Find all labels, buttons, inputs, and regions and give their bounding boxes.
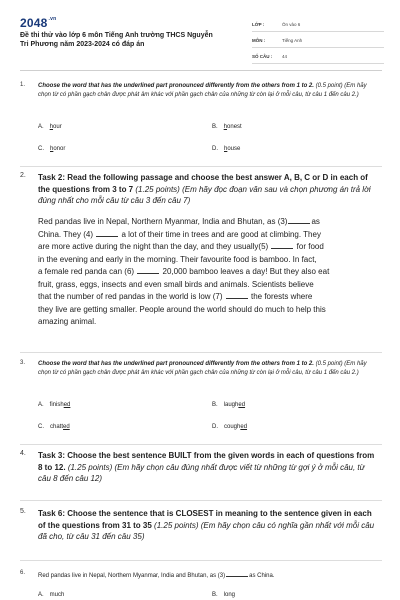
instruction-points: (1.25 points) <box>67 462 113 472</box>
passage-line <box>38 291 380 304</box>
meta-value: 44 <box>282 54 288 59</box>
question-4 <box>20 450 382 494</box>
question-number: 5. <box>20 508 26 515</box>
meta-row-count <box>252 50 384 64</box>
option-text: much <box>49 592 65 598</box>
question-text-part: as China. <box>249 573 275 579</box>
option-letter: B. <box>212 124 218 130</box>
title-line-1: Đề thi thử vào lớp 6 môn Tiếng Anh trường THCS Nguyễn <box>20 32 213 39</box>
passage-line: amazing animal. <box>38 317 97 326</box>
option-text: our <box>53 124 62 130</box>
option-letter: C. <box>38 146 44 152</box>
instruction-vietnamese: (Em hãy chọn từ có phần gạch chân được phát âm khác với phần gạch chân của những từ còn lại ở mỗi câu, từ câu 1 đến câu 2.) <box>38 83 367 98</box>
meta-label: MÔN : <box>252 38 266 43</box>
question-1 <box>20 82 382 162</box>
header-divider <box>20 70 382 71</box>
instruction-points: (0.5 point) <box>315 83 343 89</box>
meta-value: Ôn vào 6 <box>282 22 301 27</box>
answer-blank[interactable] <box>226 570 248 577</box>
question-separator <box>20 444 382 445</box>
title-line-2: Tri Phương năm 2023-2024 có đáp án <box>20 41 145 48</box>
question-separator <box>20 166 382 167</box>
option-text: laugh <box>223 402 239 408</box>
option-text: long <box>223 592 236 598</box>
passage-text: a female red panda can (6) <box>38 267 137 276</box>
question-5 <box>20 508 382 552</box>
option-a[interactable] <box>38 592 64 598</box>
answer-blank[interactable] <box>96 230 118 237</box>
instruction-bold: Task 3: Choose the best sentence BUILT from the given words in each of questions from 8 to 12. <box>38 451 375 472</box>
option-b[interactable] <box>212 592 235 598</box>
option-letter: A. <box>38 592 44 598</box>
instruction-points: (0.5 point) <box>315 361 343 367</box>
option-b[interactable] <box>212 402 245 408</box>
instruction-bold: Choose the word that has the underlined part pronounced differently from the others from 1 to 2. <box>38 361 314 367</box>
option-d[interactable] <box>212 424 247 430</box>
question-2 <box>20 172 382 348</box>
question-text-part: Red pandas live in Nepal, Northern Myanmar, India and Bhutan, as (3) <box>38 573 226 579</box>
option-underlined: ed <box>63 424 70 430</box>
question-number: 2. <box>20 172 26 179</box>
question-instruction <box>38 360 378 378</box>
answer-blank[interactable] <box>226 292 248 299</box>
option-text: onor <box>53 146 66 152</box>
option-letter: D. <box>212 424 218 430</box>
instruction-vietnamese: (Em hãy chọn câu đúng nhất được viết từ những từ gợi ý ở mỗi câu, từ câu 8 đến câu 12) <box>38 462 365 483</box>
logo-suffix: .vn <box>48 16 57 22</box>
passage-text: for food <box>294 242 324 251</box>
option-letter: B. <box>212 402 218 408</box>
passage-line <box>38 229 380 242</box>
option-underlined: h <box>49 124 54 130</box>
question-number: 6. <box>20 570 26 576</box>
option-letter: C. <box>38 424 44 430</box>
option-text: ouse <box>227 146 241 152</box>
option-underlined: ed <box>238 402 246 408</box>
question-separator <box>20 560 382 561</box>
option-underlined: ed <box>240 424 248 430</box>
option-text: onest <box>227 124 242 130</box>
passage-line <box>38 241 380 254</box>
answer-blank[interactable] <box>288 217 310 224</box>
option-d[interactable] <box>212 146 240 152</box>
question-6 <box>20 570 382 600</box>
instruction-points: (1.25 points) <box>135 184 180 194</box>
option-text: chatt <box>50 424 64 430</box>
page-header <box>20 16 382 62</box>
option-underlined: h <box>224 146 228 152</box>
option-c[interactable] <box>38 146 65 152</box>
passage-line: fruit, grass, eggs, insects and even small birds and animals. Scientists believe <box>38 279 314 289</box>
passage-text: as <box>311 217 320 226</box>
option-b[interactable] <box>212 124 242 130</box>
passage-text: a lot of their time in trees and are good at climbing. They <box>119 229 321 239</box>
option-text: cough <box>224 424 241 430</box>
question-number: 3. <box>20 360 26 366</box>
instruction-points: (1.25 points) <box>154 520 199 530</box>
question-instruction <box>38 172 378 207</box>
passage-text: Red pandas live in Nepal, Northern Myanmar, India and Bhutan, as (3) <box>38 217 288 226</box>
question-number: 4. <box>20 450 26 457</box>
passage-text: China. They (4) <box>38 229 96 239</box>
passage-text: the forests where <box>248 292 313 301</box>
question-instruction <box>38 508 378 543</box>
instruction-vietnamese: (Em hãy đọc đoạn văn sau và chọn phương án trả lời đúng nhất cho mỗi câu từ câu 3 đến câu 7) <box>38 184 371 205</box>
instruction-vietnamese: (Em hãy chọn câu có nghĩa gần nhất với mỗi câu đã cho, từ câu 31 đến câu 35) <box>38 520 375 541</box>
passage-line: they live are getting smaller. People around the world should do much to help this <box>38 304 326 314</box>
meta-value: Tiếng Anh <box>282 38 303 43</box>
question-instruction <box>38 450 378 485</box>
question-separator <box>20 352 382 353</box>
question-separator <box>20 500 382 501</box>
instruction-bold: Choose the word that has the underlined part pronounced differently from the others from 1 to 2. <box>38 83 314 89</box>
passage-line <box>38 216 380 229</box>
document-title <box>20 31 242 49</box>
passage-line <box>38 266 380 279</box>
question-3 <box>20 360 382 440</box>
question-number: 1. <box>20 82 26 88</box>
option-a[interactable] <box>38 402 70 408</box>
option-underlined: h <box>223 124 228 130</box>
option-letter: A. <box>38 124 44 130</box>
instruction-vietnamese: (Em hãy chọn từ có phần gạch chân được phát âm khác với phần gạch chân của những từ còn lại ở mỗi câu, từ câu 1 đến câu 2.) <box>38 361 367 376</box>
instruction-bold: Task 2: Read the following passage and choose the best answer A, B, C or D in each of the questions from 3 to 7 <box>38 173 368 194</box>
site-logo[interactable] <box>20 16 56 30</box>
meta-label: LỚP : <box>252 22 265 27</box>
option-text: finish <box>49 402 64 408</box>
meta-table <box>252 18 384 66</box>
instruction-bold: Task 6: Choose the sentence that is CLOSEST in meaning to the sentence given in each of the questions from 31 to 35 <box>38 509 372 530</box>
answer-blank[interactable] <box>271 242 293 249</box>
meta-label: SỐ CÂU : <box>252 54 273 59</box>
passage-text: 20,000 bamboo leaves a day! But they also eat <box>160 267 330 276</box>
option-a[interactable] <box>38 124 62 130</box>
passage-line: in the evening and early in the morning. Their favourite food is bamboo. In fact, <box>38 254 317 264</box>
option-underlined: ed <box>63 402 71 408</box>
option-letter: D. <box>212 146 218 152</box>
option-letter: A. <box>38 402 44 408</box>
option-c[interactable] <box>38 424 70 430</box>
answer-blank[interactable] <box>137 267 159 274</box>
question-instruction <box>38 82 378 100</box>
reading-passage <box>38 216 380 329</box>
logo-main: 2048 <box>20 16 48 30</box>
passage-text: are more active during the night than the day, and they usually(5) <box>38 242 271 251</box>
passage-text: that the number of red pandas in the world is low (7) <box>38 292 225 301</box>
option-letter: B. <box>212 592 218 598</box>
question-text <box>38 570 378 581</box>
option-underlined: h <box>50 146 54 152</box>
meta-row-subject <box>252 34 384 48</box>
meta-row-class <box>252 18 384 32</box>
